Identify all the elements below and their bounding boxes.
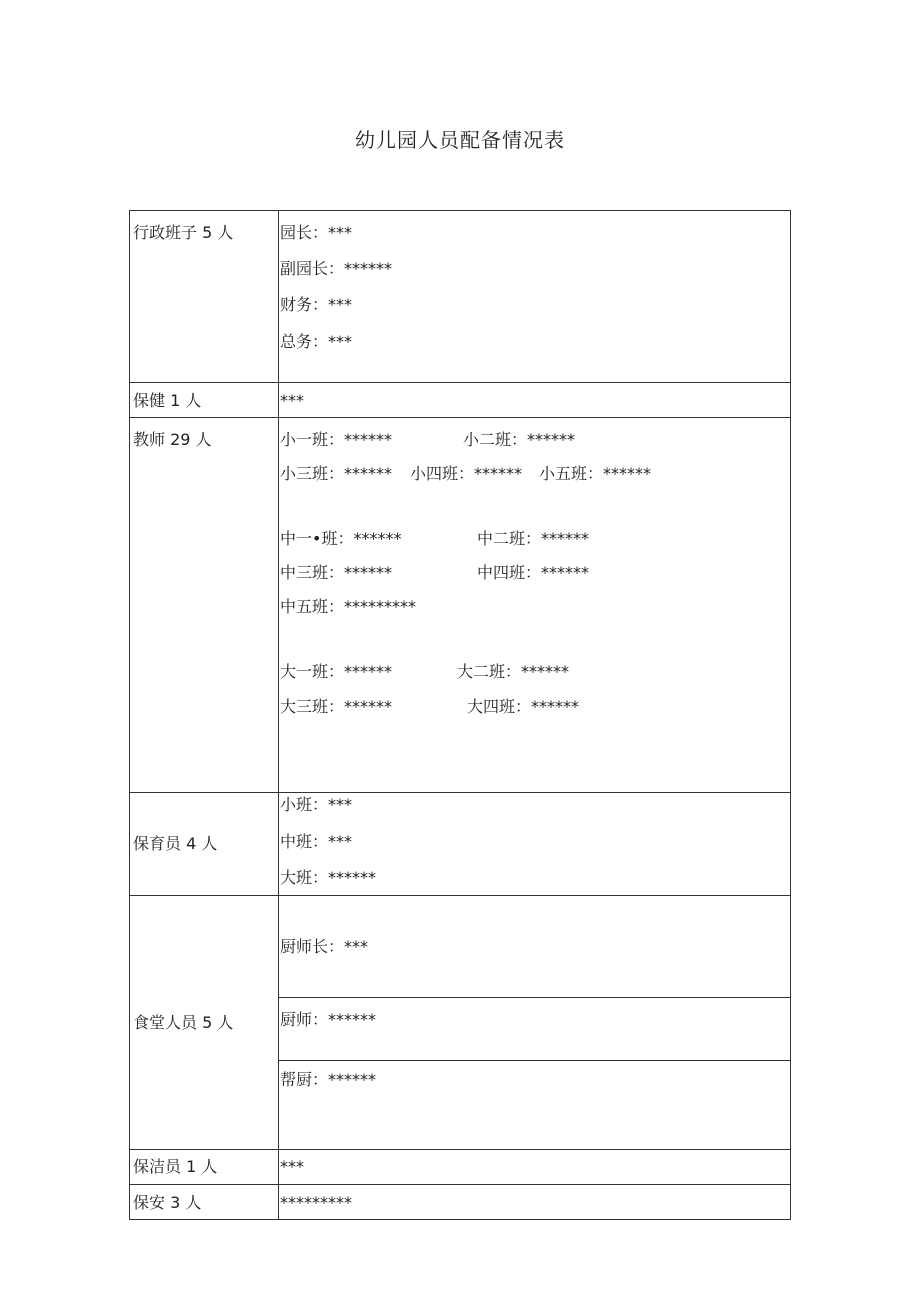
class-large-2: 大二班：******: [457, 662, 570, 681]
class-large-3: 大三班：******: [280, 697, 393, 716]
canteen-helper: 帮厨：******: [280, 1070, 377, 1089]
class-large-1: 大一班：******: [280, 662, 393, 681]
row-label-security: 保安 3 人: [133, 1193, 202, 1212]
class-middle-1: 中一•班：******: [280, 529, 402, 548]
cleaner-value: ***: [280, 1157, 304, 1176]
row-divider: [130, 1184, 790, 1185]
class-small-5: 小五班：******: [539, 464, 652, 483]
staffing-table: [129, 210, 791, 1220]
caregiver-middle: 中班：***: [280, 832, 353, 851]
row-divider: [130, 417, 790, 418]
page-title: 幼儿园人员配备情况表: [355, 128, 565, 152]
class-small-3: 小三班：******: [280, 464, 393, 483]
row-divider: [130, 792, 790, 793]
caregiver-large: 大班：******: [280, 868, 377, 887]
class-middle-2: 中二班：******: [477, 529, 590, 548]
class-middle-4: 中四班：******: [477, 563, 590, 582]
admin-finance: 财务：***: [280, 295, 353, 314]
health-value: ***: [280, 391, 304, 410]
row-divider: [278, 997, 790, 998]
security-value: *********: [280, 1193, 352, 1212]
column-divider: [278, 211, 279, 1219]
row-divider: [130, 895, 790, 896]
row-divider: [130, 1149, 790, 1150]
caregiver-small: 小班：***: [280, 795, 353, 814]
class-middle-5: 中五班：*********: [280, 597, 417, 616]
row-label-health: 保健 1 人: [133, 391, 202, 410]
row-label-admin: 行政班子 5 人: [133, 223, 234, 242]
class-small-2: 小二班：******: [463, 430, 576, 449]
row-divider: [130, 382, 790, 383]
admin-general-affairs: 总务：***: [280, 332, 353, 351]
admin-principal: 园长：***: [280, 223, 353, 242]
row-label-caregivers: 保育员 4 人: [133, 834, 218, 853]
class-small-1: 小一班：******: [280, 430, 393, 449]
class-middle-3: 中三班：******: [280, 563, 393, 582]
canteen-head-chef: 厨师长：***: [280, 937, 369, 956]
admin-vice-principal: 副园长：******: [280, 259, 393, 278]
row-label-canteen: 食堂人员 5 人: [133, 1013, 234, 1032]
row-label-cleaner: 保洁员 1 人: [133, 1157, 218, 1176]
row-label-teachers: 教师 29 人: [133, 430, 212, 449]
class-small-4: 小四班：******: [410, 464, 523, 483]
row-divider: [278, 1060, 790, 1061]
canteen-chef: 厨师：******: [280, 1010, 377, 1029]
class-large-4: 大四班：******: [467, 697, 580, 716]
